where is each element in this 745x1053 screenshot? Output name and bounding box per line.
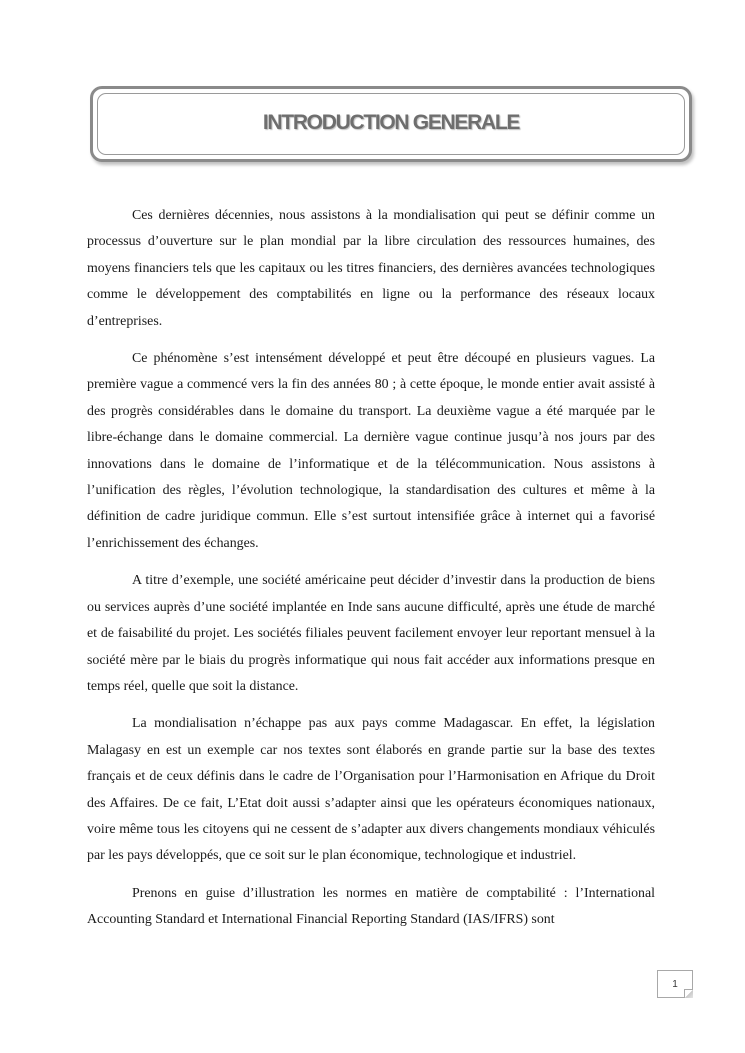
page-title: INTRODUCTION GENERALE	[262, 111, 520, 134]
paragraph-5: Prenons en guise d’illustration les normes en matière de comptabilité : l’International Accounting Standard et International Financial Reporting Standard (IAS/IFRS) sont	[87, 885, 655, 928]
page-number: 1	[672, 978, 678, 990]
page-number-box	[657, 970, 693, 998]
body-text	[87, 203, 655, 945]
paragraph-1: Ces dernières décennies, nous assistons à la mondialisation qui peut se définir comme un processus d’ouverture sur le plan mondial par la libre circulation des ressources humaines, des moyens financiers tels que les capitaux ou les titres financiers, des dernières avancées technologiques comme le développement des comptabilités en ligne ou la performance des réseaux locaux d’entreprises.	[87, 208, 655, 329]
paragraph-2: Ce phénomène s’est intensément développé et peut être découpé en plusieurs vagues. La première vague a commencé vers la fin des années 80 ; à cette époque, le monde entier avait assisté à des progrès considérables dans le domaine du transport. La deuxième vague a été marquée par le libre-échange dans le domaine commercial. La dernière vague continue jusqu’à nos jours par des innovations dans le domaine de l’informatique et de la télécommunication. Nous assistons à l’unification des règles, l’évolution technologique, la standardisation des cultures et même à la définition de cadre juridique commun. Elle s’est surtout intensifiée grâce à internet qui a favorisé l’enrichissement des échanges.	[87, 351, 655, 551]
paragraph-3: A titre d’exemple, une société américaine peut décider d’investir dans la production de biens ou services auprès d’une société implantée en Inde sans aucune difficulté, après une étude de marché et de faisabilité du projet. Les sociétés filiales peuvent facilement envoyer leur reportant mensuel à la société mère par le biais du progrès informatique qui nous fait accéder aux informations presque en temps réel, quelle que soit la distance.	[87, 573, 655, 694]
paragraph-4: La mondialisation n’échappe pas aux pays comme Madagascar. En effet, la législation Malagasy en est un exemple car nos textes sont élaborés en grande partie sur la base des textes français et de ceux définis dans le cadre de l’Organisation pour l’Harmonisation en Afrique du Droit des Affaires. De ce fait, L’Etat doit aussi s’adapter ainsi que les opérateurs économiques nationaux, voire même tous les citoyens qui ne cessent de s’adapter aux divers changements mondiaux véhiculés par les pays développés, que ce soit sur le plan économique, technologique et industriel.	[87, 716, 655, 864]
title-inner-border	[97, 93, 685, 155]
title-frame	[90, 86, 692, 162]
page-curl-icon	[684, 989, 693, 998]
